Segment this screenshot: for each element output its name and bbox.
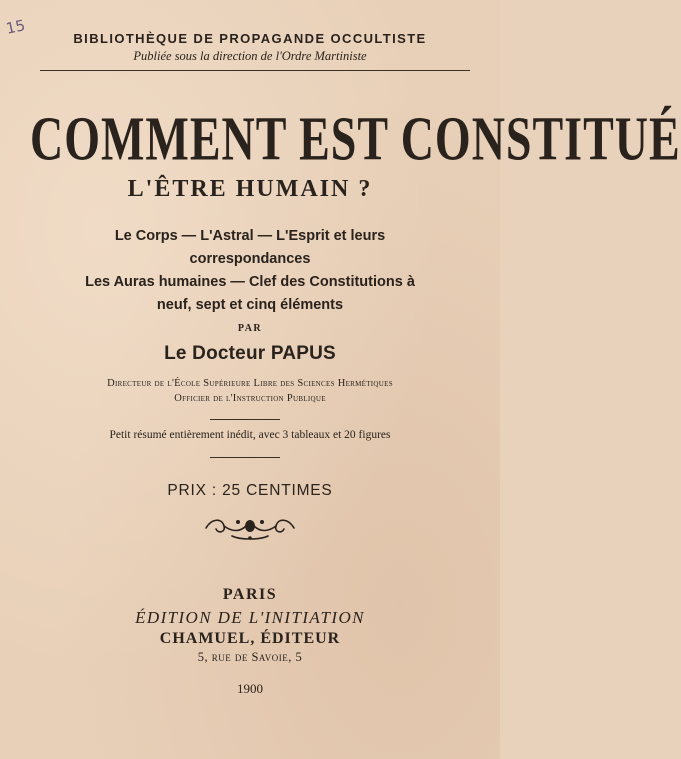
series-title: BIBLIOTHÈQUE DE PROPAGANDE OCCULTISTE xyxy=(73,31,427,46)
author-qualifications xyxy=(30,376,470,406)
contents-line-1: Le Corps — L'Astral — L'Esprit et leurs xyxy=(114,228,386,244)
publication-year: 1900 xyxy=(237,681,263,696)
handwritten-number: 15 xyxy=(4,16,27,38)
imprint-address: 5, rue de Savoie, 5 xyxy=(197,650,303,664)
short-rule-2 xyxy=(210,457,280,458)
top-rule xyxy=(40,70,470,71)
contents-line-3: Les Auras humaines — Clef des Constitutions à xyxy=(85,274,415,290)
contents-note: Petit résumé entièrement inédit, avec 3 tableaux et 20 figures xyxy=(109,429,391,441)
author-name: Le Docteur PAPUS xyxy=(164,343,336,364)
price: PRIX : 25 CENTIMES xyxy=(167,482,333,499)
series-subtitle: Publiée sous la direction de l'Ordre Martiniste xyxy=(133,49,367,63)
subtitle: L'ÊTRE HUMAIN ? xyxy=(127,176,373,202)
qualification-line-2: Officier de l'Instruction Publique xyxy=(174,393,326,404)
imprint-edition: ÉDITION DE L'INITIATION xyxy=(135,608,365,627)
decorative-ornament-icon xyxy=(202,514,298,542)
contents-description xyxy=(20,225,480,317)
qualification-line-1: Directeur de l'École Supérieure Libre des Sciences Hermétiques xyxy=(107,378,393,389)
contents-line-2: correspondances xyxy=(189,251,311,267)
main-title: COMMENT EST CONSTITUÉ xyxy=(30,104,681,173)
contents-line-4: neuf, sept et cinq éléments xyxy=(156,297,344,313)
short-rule-1 xyxy=(210,419,280,420)
by-label: PAR xyxy=(237,323,263,334)
imprint-city: PARIS xyxy=(222,586,278,603)
imprint-publisher: CHAMUEL, ÉDITEUR xyxy=(159,630,341,647)
